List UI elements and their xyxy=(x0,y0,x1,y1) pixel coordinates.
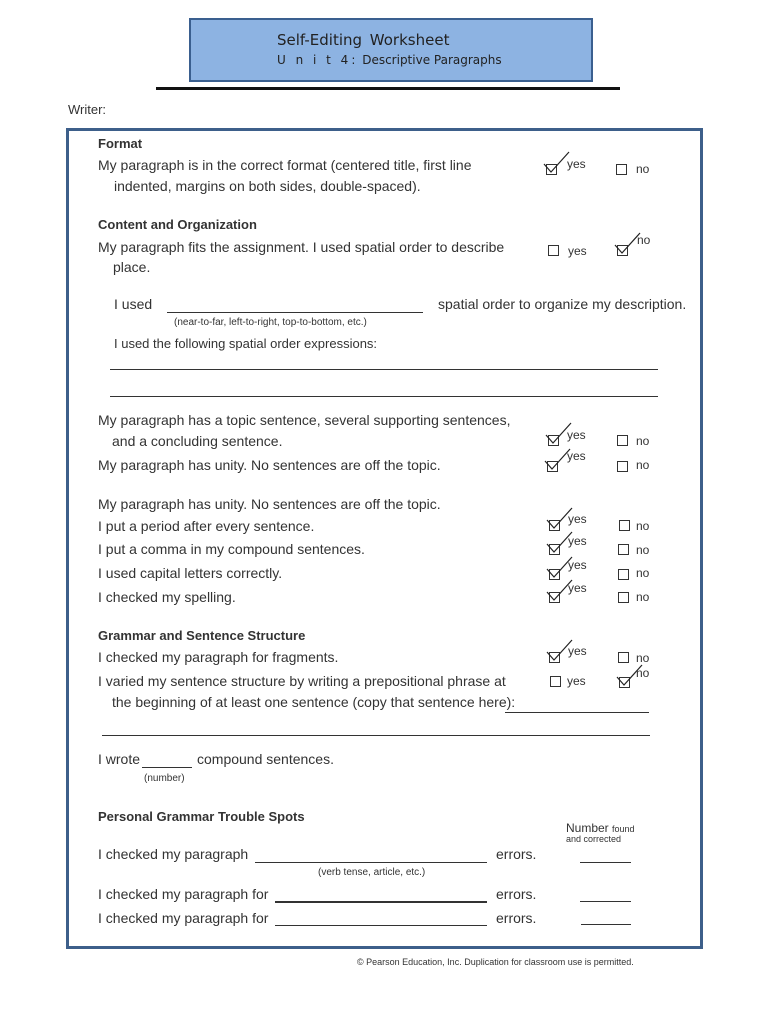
unit-label: U n i t 4: xyxy=(277,53,359,67)
number-label-found: found xyxy=(612,824,635,834)
trouble-row1-blank[interactable] xyxy=(255,862,487,863)
spatial-order-blank[interactable] xyxy=(167,312,423,313)
topic-sentence-no-label: no xyxy=(636,434,650,448)
used-prefix: I used xyxy=(114,296,153,312)
mechanics-q4: I checked my spelling. xyxy=(98,589,236,605)
spelling-no-checkbox[interactable] xyxy=(618,592,629,603)
prepositional-yes-checkbox[interactable] xyxy=(550,676,561,687)
copyright-footer: © Pearson Education, Inc. Duplication for classroom use is permitted. xyxy=(357,957,634,967)
unit-topic: Descriptive Paragraphs xyxy=(362,53,502,67)
fragments-no-checkbox[interactable] xyxy=(618,652,629,663)
title-box xyxy=(189,18,593,82)
compound-prefix: I wrote xyxy=(98,751,141,767)
comma-no-checkbox[interactable] xyxy=(618,544,629,555)
period-yes-label: yes xyxy=(568,512,587,526)
grammar-q1: I checked my paragraph for fragments. xyxy=(98,649,339,665)
mechanics-q2: I put a comma in my compound sentences. xyxy=(98,541,365,557)
section-heading-content: Content and Organization xyxy=(98,217,257,232)
prepositional-no-label: no xyxy=(636,666,650,680)
fragments-no-label: no xyxy=(636,651,650,665)
capitals-no-label: no xyxy=(636,566,650,580)
unity-no-checkbox[interactable] xyxy=(617,461,628,472)
sentence-copy-blank-2[interactable] xyxy=(102,735,650,736)
trouble-row3-prefix: I checked my paragraph for xyxy=(98,910,269,926)
expressions-label: I used the following spatial order expressions: xyxy=(114,336,378,351)
number-hint: (number) xyxy=(144,773,185,784)
topic-sentence-yes-label: yes xyxy=(567,428,586,442)
compound-count-blank[interactable] xyxy=(142,767,192,768)
comma-no-label: no xyxy=(636,543,650,557)
unity-no-label: no xyxy=(636,458,650,472)
section-heading-format: Format xyxy=(98,136,143,151)
trouble-row3-count[interactable] xyxy=(581,924,631,925)
trouble-row1-hint: (verb tense, article, etc.) xyxy=(318,867,426,878)
title-divider xyxy=(156,87,620,90)
used-suffix: spatial order to organize my description. xyxy=(438,296,687,312)
content-q2-line2: and a concluding sentence. xyxy=(112,433,283,449)
capitals-yes-label: yes xyxy=(568,558,587,572)
content-q2-line1: My paragraph has a topic sentence, several supporting sentences, xyxy=(98,412,511,428)
comma-yes-label: yes xyxy=(568,534,587,548)
section-heading-grammar: Grammar and Sentence Structure xyxy=(98,628,306,643)
format-q1-line1: My paragraph is in the correct format (centered title, first line xyxy=(98,157,472,173)
format-yes-label: yes xyxy=(567,157,586,171)
trouble-row1-errors: errors. xyxy=(496,846,537,862)
compound-suffix: compound sentences. xyxy=(197,751,334,767)
worksheet-title: Self-Editing Worksheet xyxy=(277,31,450,49)
trouble-row1-count[interactable] xyxy=(580,862,631,863)
content-q1-line2: place. xyxy=(113,259,151,275)
fragments-yes-label: yes xyxy=(568,644,587,658)
trouble-row2-blank[interactable] xyxy=(275,901,487,903)
mechanics-q1: I put a period after every sentence. xyxy=(98,518,315,534)
trouble-row3-errors: errors. xyxy=(496,910,537,926)
capitals-no-checkbox[interactable] xyxy=(618,569,629,580)
trouble-row2-errors: errors. xyxy=(496,886,537,902)
format-q1-line2: indented, margins on both sides, double-spaced). xyxy=(114,178,421,194)
trouble-row2-prefix: I checked my paragraph for xyxy=(98,886,269,902)
grammar-q2-line2: the beginning of at least one sentence (copy that sentence here): xyxy=(112,694,516,710)
number-found-label xyxy=(566,821,635,835)
prepositional-yes-label: yes xyxy=(567,674,586,688)
period-no-label: no xyxy=(636,519,650,533)
format-no-label: no xyxy=(636,162,650,176)
fits-assignment-no-label: no xyxy=(637,233,651,247)
number-label-corrected: and corrected xyxy=(566,834,622,844)
content-q1-line1: My paragraph fits the assignment. I used spatial order to describe xyxy=(98,239,505,255)
trouble-row2-count[interactable] xyxy=(580,901,631,902)
expressions-line-1[interactable] xyxy=(110,369,658,370)
mechanics-q3: I used capital letters correctly. xyxy=(98,565,283,581)
grammar-q2-line1: I varied my sentence structure by writing a prepositional phrase at xyxy=(98,673,506,689)
used-hint: (near-to-far, left-to-right, top-to-bottom, etc.) xyxy=(174,317,367,328)
content-q3: My paragraph has unity. No sentences are off the topic. xyxy=(98,457,441,473)
trouble-row3-blank[interactable] xyxy=(275,925,487,926)
unit-subtitle xyxy=(277,53,502,67)
fits-assignment-yes-checkbox[interactable] xyxy=(548,245,559,256)
section-heading-trouble: Personal Grammar Trouble Spots xyxy=(98,809,305,824)
fits-assignment-yes-label: yes xyxy=(568,244,587,258)
number-label: Number xyxy=(566,821,609,835)
period-no-checkbox[interactable] xyxy=(619,520,630,531)
expressions-line-2[interactable] xyxy=(110,396,658,397)
trouble-row1-prefix: I checked my paragraph xyxy=(98,846,249,862)
format-no-checkbox[interactable] xyxy=(616,164,627,175)
spelling-no-label: no xyxy=(636,590,650,604)
mechanics-q0: My paragraph has unity. No sentences are off the topic. xyxy=(98,496,441,512)
sentence-copy-blank-1[interactable] xyxy=(505,712,649,713)
writer-label: Writer: xyxy=(68,102,107,117)
topic-sentence-no-checkbox[interactable] xyxy=(617,435,628,446)
spelling-yes-label: yes xyxy=(568,581,587,595)
unity-yes-label: yes xyxy=(567,449,586,463)
